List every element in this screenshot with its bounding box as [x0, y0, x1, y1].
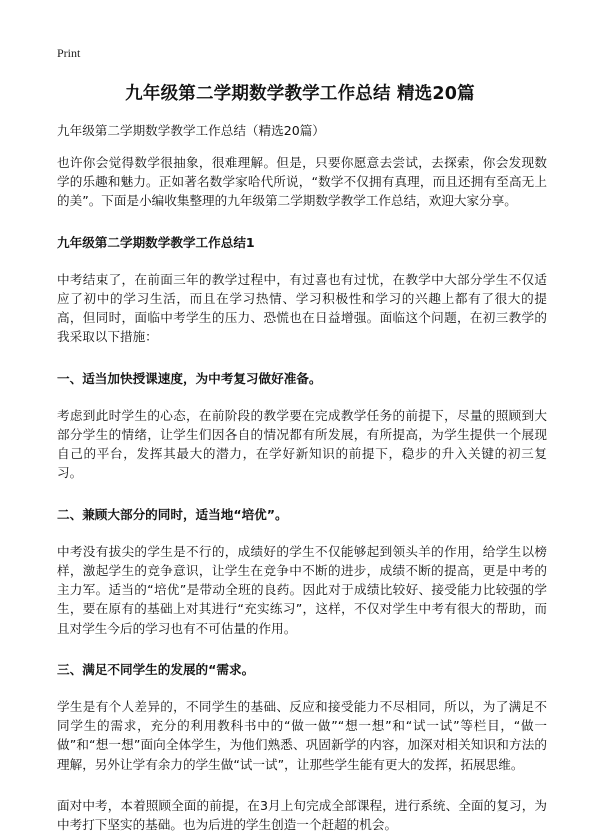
point-heading-2: 二、兼顾大部分的同时，适当地“培优”。 — [57, 506, 288, 522]
document-title: 九年级第二学期数学教学工作总结 精选20篇 — [125, 84, 475, 104]
intro-paragraph: 也许你会觉得数学很抽象，很难理解。但是，只要你愿意去尝试，去探索，你会发现数学的乐趣和魅力。正如著名数学家哈代所说，“数学不仅拥有真理，而且还拥有至高无上的美”。下面是小编收集整理的九年级第二学期数学教学工作总结，欢迎大家分享。 — [57, 155, 547, 209]
document-subtitle: 九年级第二学期数学教学工作总结（精选20篇） — [57, 123, 325, 138]
document-body — [57, 153, 547, 834]
print-link[interactable]: Print — [57, 46, 81, 60]
point-heading-3: 三、满足不同学生的发展的“需求。 — [57, 661, 255, 677]
section-heading: 九年级第二学期数学教学工作总结1 — [57, 234, 255, 250]
point-paragraph-1: 考虑到此时学生的心态，在前阶段的教学要在完成教学任务的前提下，尽量的照顾到大部分学生的情绪，让学生们因各自的情况都有所发展，有所提高，为学生提供一个展现自己的平台，发挥其最大的潜力，在学好新知识的前提下，稳步的升入关键的初三复习。 — [57, 407, 547, 481]
section-paragraph: 中考结束了，在前面三年的教学过程中，有过喜也有过忧，在教学中大部分学生不仅适应了初中的学习生活，而且在学习热情、学习积极性和学习的兴趣上都有了很大的提高，但同时，面临中考学生的压力、恐慌也在日益增强。面临这个问题，在初三教学的我采取以下措施： — [57, 271, 547, 345]
point-heading-1: 一、适当加快授课速度，为中考复习做好准备。 — [57, 370, 322, 386]
point-paragraph-2: 中考没有拔尖的学生是不行的，成绩好的学生不仅能够起到领头羊的作用，给学生以榜样，激起学生的竞争意识，让学生在竞争中不断的进步，成绩不断的提高，更是中考的主力军。适当的“培优”是带动全班的良药。因此对于成绩比较好、接受能力比较强的学生，要在原有的基础上对其进行“充实练习”，这样，不仅对学生中考有很大的帮助，而且对学生今后的学习也有不可估量的作用。 — [57, 543, 547, 636]
point-paragraph-3: 学生是有个人差异的，不同学生的基础、反应和接受能力不尽相同，所以，为了满足不同学生的需求，充分的利用教科书中的“做一做”“想一想”和“试一试”等栏目，“做一做”和“想一想”面向全体学生，为他们熟悉、巩固新学的内容，加深对相关知识和方法的理解，另外让学有余力的学生做“试一试”，让那些学生能有更大的发挥，拓展思维。 — [57, 699, 547, 772]
closing-paragraph: 面对中考，本着照顾全面的前提，在3月上旬完成全部课程，进行系统、全面的复习，为中考打下坚实的基础。也为后进的学生创造一个赶超的机会。 — [57, 797, 547, 833]
